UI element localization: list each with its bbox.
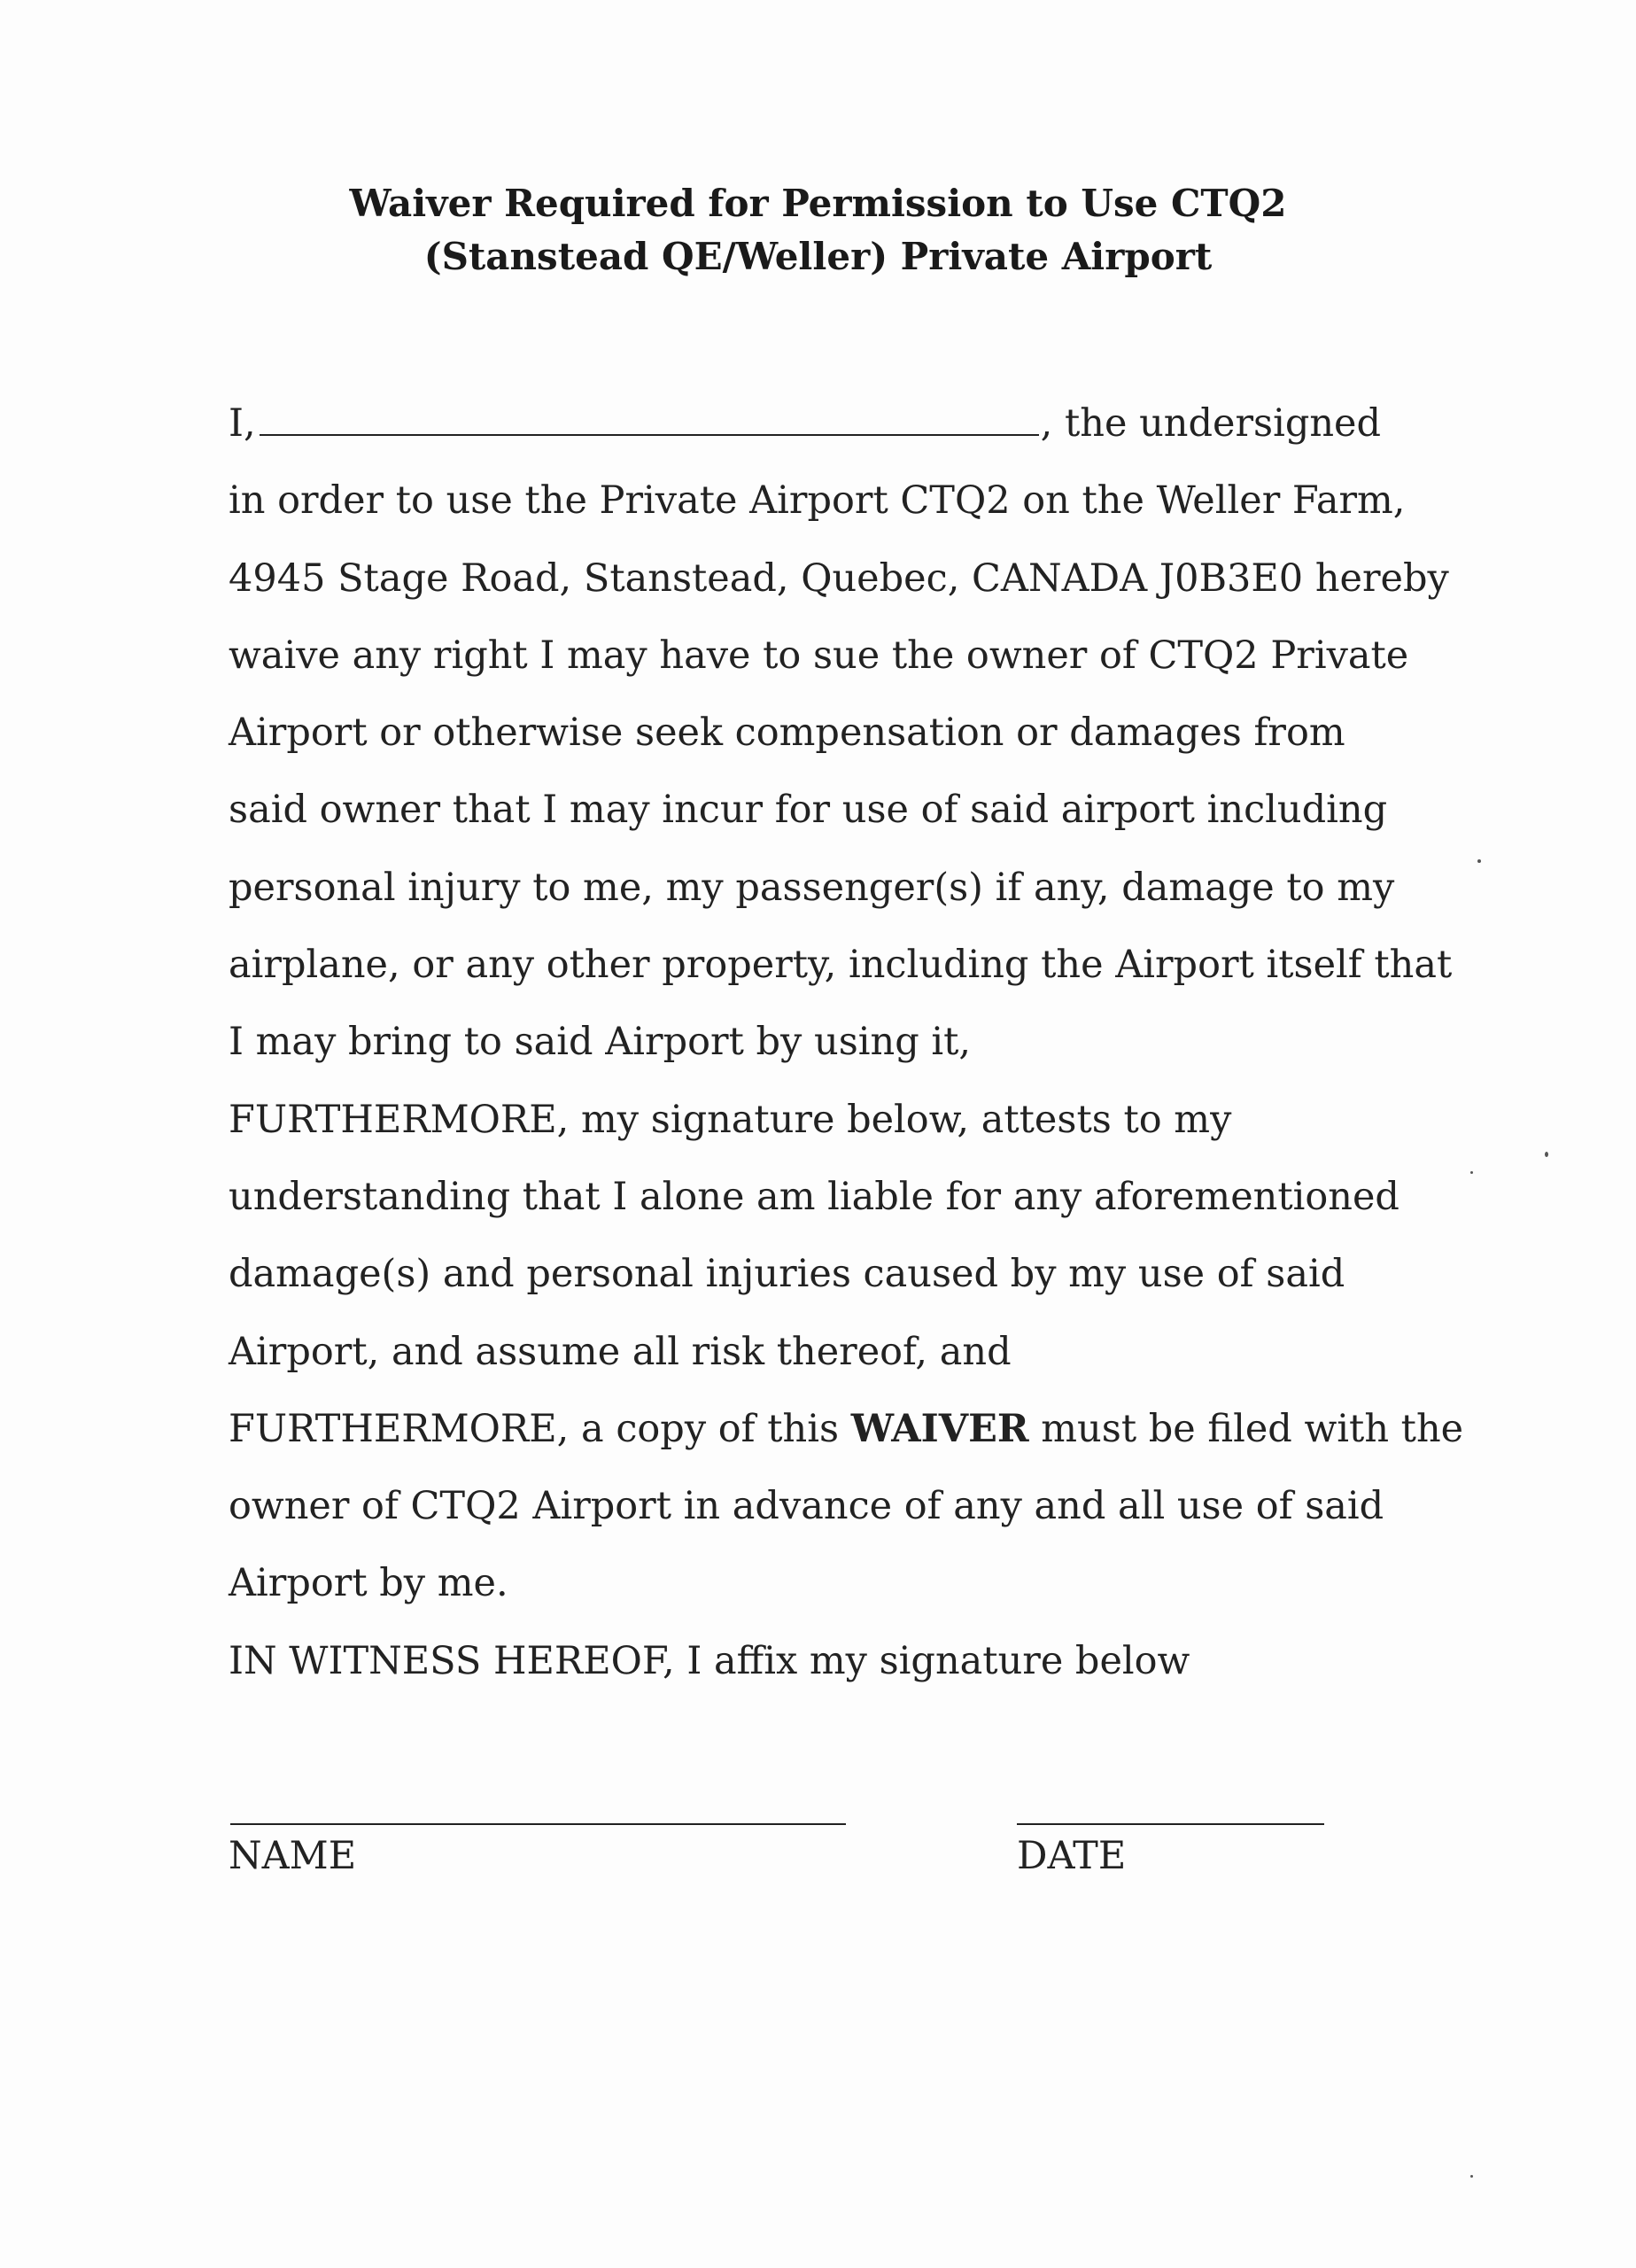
title-line-1: Waiver Required for Permission to Use CTQ2 xyxy=(349,182,1287,225)
waiver-emphasis: WAIVER xyxy=(850,1406,1029,1451)
body-line-11: understanding that I alone am liable for any aforementioned xyxy=(229,1174,1400,1219)
body-line-6: said owner that I may incur for use of said airport including xyxy=(229,788,1388,833)
scan-speck xyxy=(1477,859,1481,863)
name-suffix: , the undersigned xyxy=(1040,401,1382,446)
body-line-12: damage(s) and personal injuries caused by my use of said xyxy=(229,1252,1345,1297)
body-line-8: airplane, or any other property, including the Airport itself that xyxy=(229,943,1453,988)
body-line-17: IN WITNESS HEREOF, I affix my signature below xyxy=(229,1638,1190,1683)
waiver-body xyxy=(229,385,1486,1700)
body-line-16: Airport by me. xyxy=(229,1561,508,1606)
line-14-part-a: FURTHERMORE, a copy of this xyxy=(229,1406,851,1451)
date-label: DATE xyxy=(1017,1834,1127,1878)
body-line-2: in order to use the Private Airport CTQ2 on the Weller Farm, xyxy=(229,478,1406,524)
name-blank-field[interactable] xyxy=(260,434,1039,436)
name-signature-line[interactable] xyxy=(230,1823,846,1825)
body-line-3: 4945 Stage Road, Stanstead, Quebec, CANADA J0B3E0 hereby xyxy=(229,555,1449,601)
body-line-10: FURTHERMORE, my signature below, attests to my xyxy=(229,1097,1232,1142)
name-prefix: I, xyxy=(229,401,256,446)
date-signature-line[interactable] xyxy=(1017,1823,1324,1825)
body-line-7: personal injury to me, my passenger(s) if any, damage to my xyxy=(229,865,1395,910)
scan-speck xyxy=(1545,1152,1548,1157)
body-line-5: Airport or otherwise seek compensation or damages from xyxy=(229,711,1345,756)
scan-speck xyxy=(1470,1171,1473,1174)
body-line-15: owner of CTQ2 Airport in advance of any and all use of said xyxy=(229,1484,1384,1529)
body-line-1 xyxy=(229,385,1486,462)
scan-speck xyxy=(1470,2175,1473,2178)
title-line-2: (Stanstead QE/Weller) Private Airport xyxy=(423,235,1213,278)
document-title xyxy=(0,177,1636,284)
line-14-part-b: must be filed with the xyxy=(1028,1406,1464,1451)
name-label: NAME xyxy=(229,1834,357,1878)
body-line-9: I may bring to said Airport by using it, xyxy=(229,1020,972,1065)
body-line-4: waive any right I may have to sue the owner of CTQ2 Private xyxy=(229,633,1409,678)
body-line-14 xyxy=(229,1391,1486,1468)
body-line-13: Airport, and assume all risk thereof, and xyxy=(229,1329,1012,1374)
